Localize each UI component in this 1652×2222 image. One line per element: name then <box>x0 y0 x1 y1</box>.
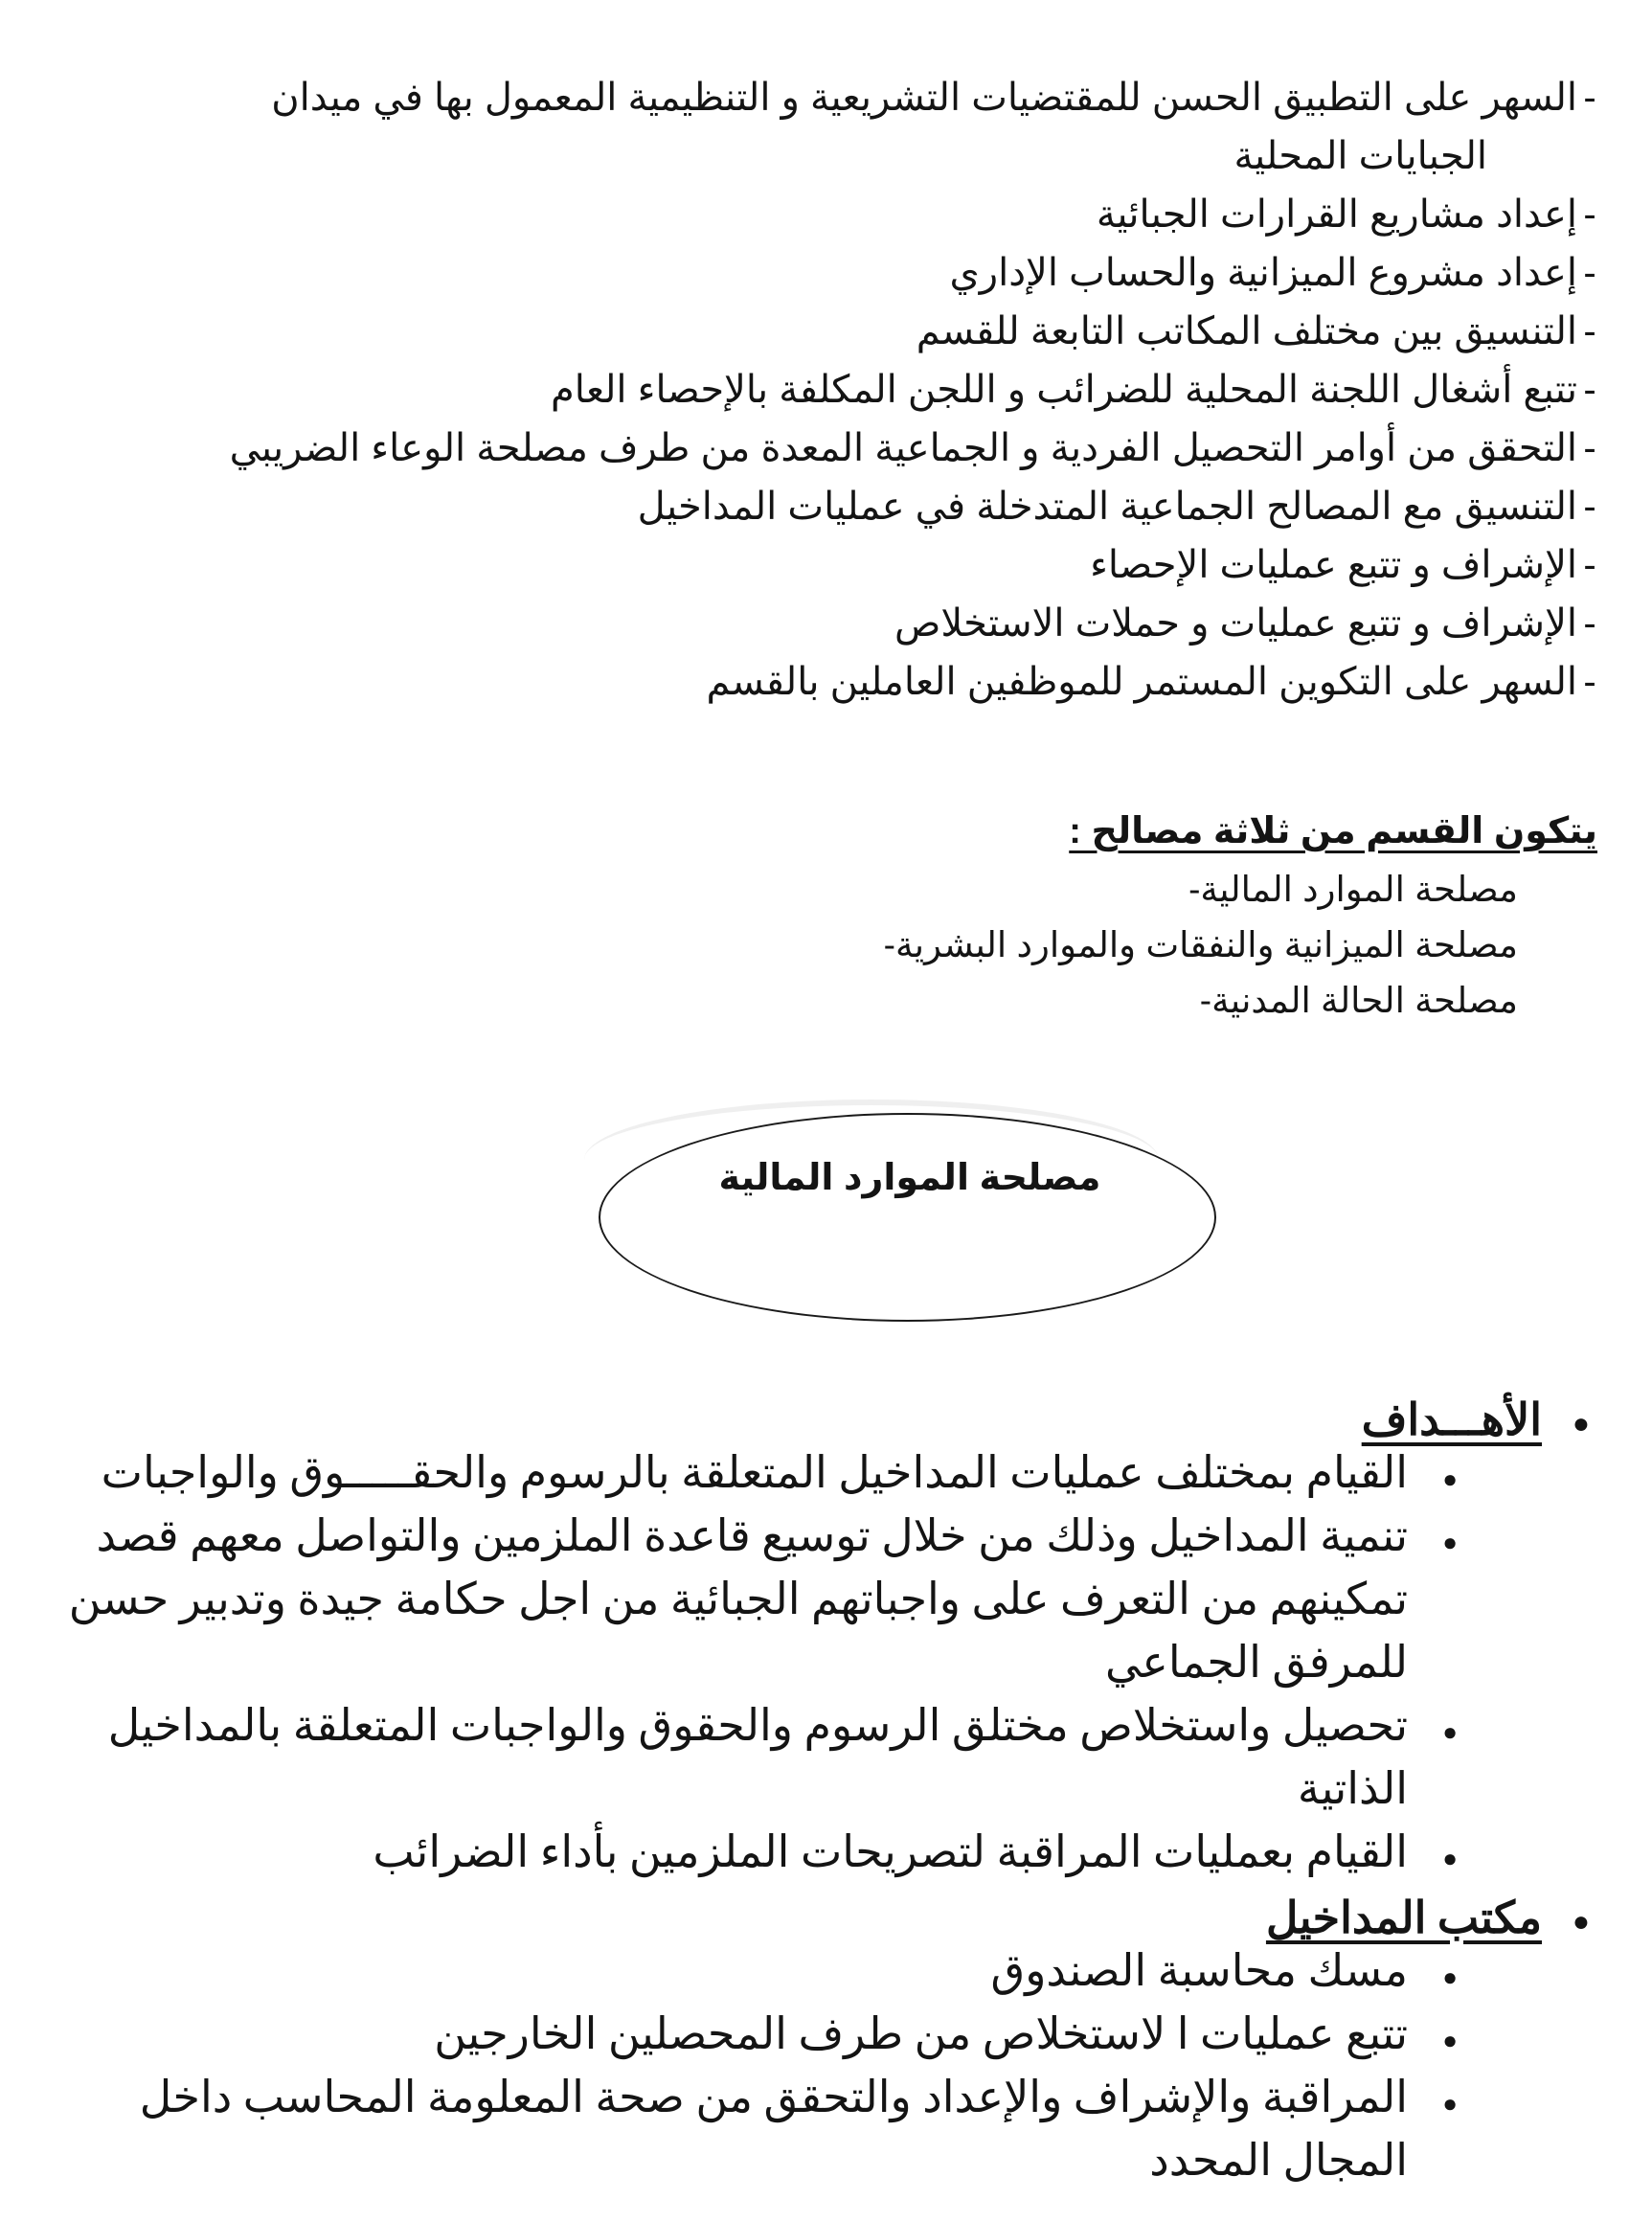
bullet-icon: ● <box>1572 1408 1590 1440</box>
bullet-icon: ● <box>1572 1906 1590 1939</box>
list-item-text: السهر على التطبيق الحسن للمقتضيات التشريعية و التنظيمية المعمول بها في ميدان <box>271 77 1577 119</box>
list-item <box>59 1505 1458 1694</box>
bullet-icon: ● <box>1442 2090 1458 2118</box>
list-item-continuation: الجبايات المحلية <box>1233 135 1487 177</box>
list-item <box>147 69 1602 186</box>
revenue-office-list <box>59 1939 1458 2192</box>
list-item-line: تتبع عمليات ا لاستخلاص من طرف المحصلين الخارجين <box>434 2009 1408 2058</box>
section-ellipse <box>599 1113 1216 1322</box>
service-label: مصلحة الحالة المدنية <box>1211 981 1518 1020</box>
objectives-title: الأهـــداف <box>1361 1395 1542 1444</box>
bullet-icon: ● <box>1442 1845 1458 1872</box>
service-item <box>819 973 1518 1029</box>
list-item-line: المراقبة والإشراف والإعداد والتحقق من صحة المعلومة المحاسب داخل <box>139 2073 1408 2121</box>
dash-marker: - <box>1583 252 1596 294</box>
dash-marker: - <box>1583 77 1596 119</box>
dash-marker: - <box>1583 193 1596 236</box>
service-item <box>819 918 1518 973</box>
services-list <box>819 862 1518 1029</box>
ellipse-title: مصلحة الموارد المالية <box>718 1158 1101 1198</box>
dash-marker: - <box>1583 602 1596 645</box>
list-item-line: المجال المحدد <box>1149 2136 1408 2185</box>
list-item <box>147 653 1602 712</box>
list-item <box>147 361 1602 419</box>
dash-marker: - <box>1199 981 1212 1020</box>
list-item-text: تتبع أشغال اللجنة المحلية للضرائب و اللجن المكلفة بالإحصاء العام <box>550 369 1577 411</box>
dash-marker: - <box>1583 310 1596 352</box>
bullet-icon: ● <box>1442 1963 1458 1991</box>
list-item <box>147 303 1602 361</box>
list-item-line: للمرفق الجماعي <box>1105 1638 1408 1687</box>
bullet-icon: ● <box>1442 1718 1458 1746</box>
list-item-line: القيام بمختلف عمليات المداخيل المتعلقة بالرسوم والحقـــــوق والواجبات <box>101 1448 1408 1497</box>
revenue-office-heading <box>1266 1892 1590 1943</box>
list-item-line: تحصيل واستخلاص مختلق الرسوم والحقوق والواجبات المتعلقة بالمداخيل <box>107 1701 1408 1750</box>
list-item <box>59 1939 1458 2003</box>
list-item-line: القيام بعمليات المراقبة لتصريحات الملزمين بأداء الضرائب <box>373 1827 1408 1876</box>
dash-marker: - <box>1583 369 1596 411</box>
list-item-text: الإشراف و تتبع عمليات و حملات الاستخلاص <box>894 602 1577 645</box>
objectives-list <box>59 1441 1458 1884</box>
list-item <box>147 536 1602 595</box>
list-item-text: إعداد مشروع الميزانية والحساب الإداري <box>949 252 1577 294</box>
revenue-office-title: مكتب المداخيل <box>1265 1893 1542 1942</box>
list-item-text: التنسيق مع المصالح الجماعية المتدخلة في عمليات المداخيل <box>637 486 1577 528</box>
objectives-heading <box>1362 1394 1590 1445</box>
dash-marker: - <box>1583 661 1596 703</box>
list-item-line: تمكينهم من التعرف على واجباتهم الجبائية من اجل حكامة جيدة وتدبير حسن <box>68 1575 1408 1623</box>
service-label: مصلحة الموارد المالية <box>1200 870 1518 909</box>
list-item-line: الذاتية <box>1297 1764 1408 1813</box>
list-item <box>147 244 1602 303</box>
list-item-line: تنمية المداخيل وذلك من خلال توسيع قاعدة الملزمين والتواصل معهم قصد <box>96 1511 1408 1560</box>
dash-marker: - <box>1188 870 1201 909</box>
dash-marker: - <box>1583 427 1596 469</box>
list-item <box>59 1821 1458 1884</box>
list-item <box>147 595 1602 653</box>
list-item <box>147 186 1602 244</box>
list-item-text: الإشراف و تتبع عمليات الإحصاء <box>1090 544 1577 586</box>
list-item-text: التنسيق بين مختلف المكاتب التابعة للقسم <box>916 310 1577 352</box>
list-item <box>59 2066 1458 2192</box>
dash-marker: - <box>1583 486 1596 528</box>
list-item <box>59 1694 1458 1821</box>
list-item-text: إعداد مشاريع القرارات الجبائية <box>1096 193 1577 236</box>
bullet-icon: ● <box>1442 1529 1458 1556</box>
composition-heading: يتكون القسم من ثلاثة مصالح : <box>1069 811 1597 851</box>
list-item <box>147 419 1602 478</box>
service-label: مصلحة الميزانية والنفقات والموارد البشرية <box>894 925 1518 964</box>
list-item-text: السهر على التكوين المستمر للموظفين العاملين بالقسم <box>706 661 1577 703</box>
bullet-icon: ● <box>1442 1465 1458 1493</box>
dash-marker: - <box>1583 544 1596 586</box>
list-item <box>147 478 1602 536</box>
bullet-icon: ● <box>1442 2027 1458 2054</box>
service-item <box>819 862 1518 918</box>
list-item-line: مسك محاسبة الصندوق <box>990 1946 1408 1995</box>
department-tasks-list <box>147 69 1602 712</box>
list-item <box>59 2003 1458 2066</box>
list-item <box>59 1441 1458 1505</box>
list-item-text: التحقق من أوامر التحصيل الفردية و الجماعية المعدة من طرف مصلحة الوعاء الضريبي <box>229 427 1577 469</box>
dash-marker: - <box>883 925 895 964</box>
